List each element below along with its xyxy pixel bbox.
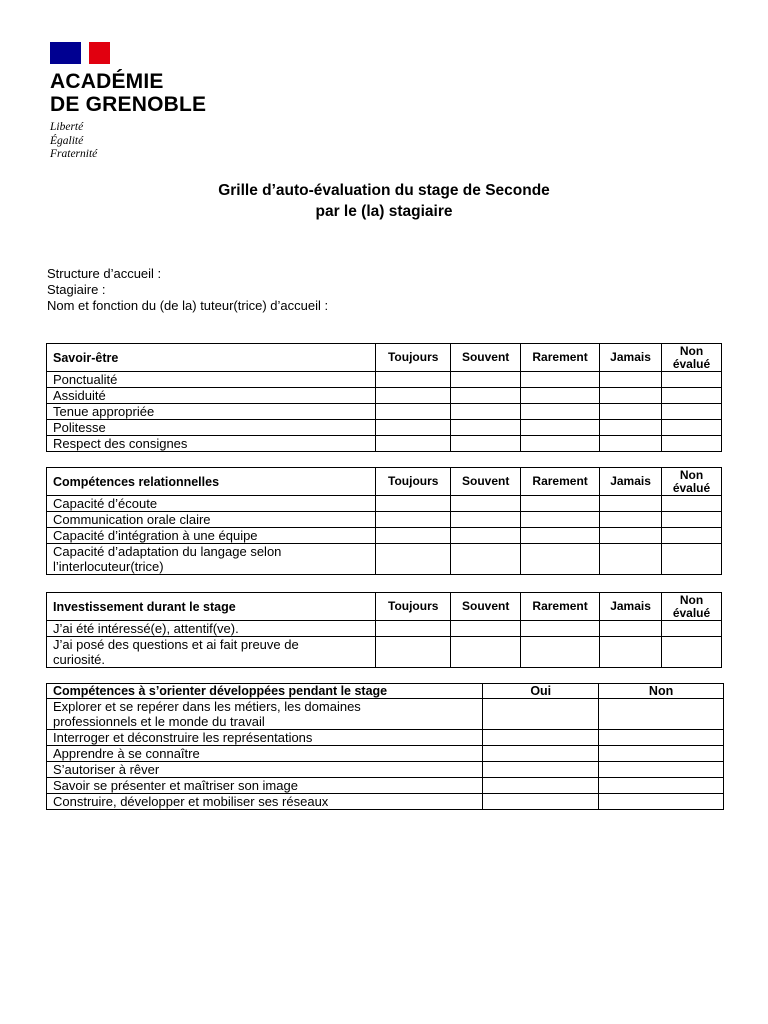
check-cell[interactable]: [376, 544, 451, 575]
document-title: [0, 180, 768, 222]
structure-field-label: Structure d’accueil :: [47, 266, 162, 281]
check-cell[interactable]: [376, 637, 451, 668]
table-row: [47, 496, 722, 512]
check-cell[interactable]: [376, 512, 451, 528]
check-cell[interactable]: [521, 420, 600, 436]
col-toujours: Toujours: [376, 468, 451, 496]
check-cell[interactable]: [662, 528, 722, 544]
title-line2: par le (la) stagiaire: [315, 203, 453, 220]
check-cell[interactable]: [451, 436, 521, 452]
check-cell[interactable]: [521, 388, 600, 404]
check-cell[interactable]: [599, 699, 724, 730]
motto-liberte: Liberté: [50, 121, 84, 133]
savoir-etre-heading: Savoir-être: [47, 344, 376, 372]
check-cell[interactable]: [662, 544, 722, 575]
criterion-label: Tenue appropriée: [47, 404, 376, 420]
col-souvent: Souvent: [451, 468, 521, 496]
check-cell[interactable]: [376, 372, 451, 388]
table-row: [47, 388, 722, 404]
check-cell[interactable]: [451, 528, 521, 544]
check-cell[interactable]: [451, 512, 521, 528]
academie-name: [50, 70, 206, 116]
check-cell[interactable]: [662, 512, 722, 528]
check-cell[interactable]: [483, 762, 599, 778]
check-cell[interactable]: [483, 794, 599, 810]
table-row: [47, 730, 724, 746]
criterion-label: Communication orale claire: [47, 512, 376, 528]
check-cell[interactable]: [521, 496, 600, 512]
relationnelles-heading: Compétences relationnelles: [47, 468, 376, 496]
col-jamais: Jamais: [600, 593, 662, 621]
criterion-label: J’ai posé des questions et ai fait preuve de curiosité.: [47, 637, 376, 668]
col-rarement: Rarement: [521, 344, 600, 372]
motto-fraternite: Fraternité: [50, 148, 98, 160]
check-cell[interactable]: [600, 528, 662, 544]
table-row: [47, 512, 722, 528]
info-fields: [47, 266, 328, 314]
check-cell[interactable]: [600, 388, 662, 404]
check-cell[interactable]: [376, 528, 451, 544]
check-cell[interactable]: [662, 621, 722, 637]
check-cell[interactable]: [451, 404, 521, 420]
table-row: [47, 637, 722, 668]
check-cell[interactable]: [521, 512, 600, 528]
check-cell[interactable]: [521, 528, 600, 544]
savoir-etre-table: [46, 343, 722, 452]
check-cell[interactable]: [662, 496, 722, 512]
check-cell[interactable]: [376, 404, 451, 420]
check-cell[interactable]: [599, 762, 724, 778]
table-row: [47, 404, 722, 420]
criterion-label: S’autoriser à rêver: [47, 762, 483, 778]
motto-egalite: Égalité: [50, 134, 84, 147]
col-souvent: Souvent: [451, 593, 521, 621]
check-cell[interactable]: [483, 730, 599, 746]
check-cell[interactable]: [600, 420, 662, 436]
check-cell[interactable]: [451, 420, 521, 436]
check-cell[interactable]: [600, 404, 662, 420]
tuteur-field-label: Nom et fonction du (de la) tuteur(trice) d’accueil :: [47, 298, 329, 313]
table-row: [47, 794, 724, 810]
col-toujours: Toujours: [376, 593, 451, 621]
check-cell[interactable]: [451, 544, 521, 575]
table-row: [47, 420, 722, 436]
check-cell[interactable]: [521, 544, 600, 575]
criterion-label: Apprendre à se connaître: [47, 746, 483, 762]
check-cell[interactable]: [600, 544, 662, 575]
criterion-label: Capacité d’intégration à une équipe: [47, 528, 376, 544]
col-toujours: Toujours: [376, 344, 451, 372]
col-non-evalue: Non évalué: [662, 344, 722, 372]
check-cell[interactable]: [451, 621, 521, 637]
col-non-evalue: Non évalué: [662, 593, 722, 621]
check-cell[interactable]: [662, 404, 722, 420]
check-cell[interactable]: [376, 420, 451, 436]
check-cell[interactable]: [451, 372, 521, 388]
col-oui: Oui: [483, 684, 599, 699]
relationnelles-table: [46, 467, 722, 575]
check-cell[interactable]: [600, 621, 662, 637]
check-cell[interactable]: [662, 637, 722, 668]
criterion-label: Construire, développer et mobiliser ses réseaux: [47, 794, 483, 810]
criterion-label: Interroger et déconstruire les représentations: [47, 730, 483, 746]
table-row: [47, 544, 722, 575]
check-cell[interactable]: [662, 420, 722, 436]
table-row: [47, 762, 724, 778]
stagiaire-field-label: Stagiaire :: [47, 282, 106, 297]
criterion-label: Politesse: [47, 420, 376, 436]
table-row: [47, 699, 724, 730]
marianne-flag-icon: [50, 42, 110, 64]
table-row: [47, 436, 722, 452]
criterion-label: J’ai été intéressé(e), attentif(ve).: [47, 621, 376, 637]
investissement-table: [46, 592, 722, 668]
criterion-label: Savoir se présenter et maîtriser son image: [47, 778, 483, 794]
table-row: [47, 621, 722, 637]
check-cell[interactable]: [599, 746, 724, 762]
criterion-label: Capacité d’adaptation du langage selon l’interlocuteur(trice): [47, 544, 376, 575]
criterion-label: Explorer et se repérer dans les métiers, les domaines professionnels et le monde du travail: [47, 699, 483, 730]
check-cell[interactable]: [599, 730, 724, 746]
table-row: [47, 528, 722, 544]
table-row: [47, 372, 722, 388]
check-cell[interactable]: [521, 637, 600, 668]
orienter-table: [46, 683, 724, 810]
check-cell[interactable]: [521, 404, 600, 420]
col-rarement: Rarement: [521, 468, 600, 496]
check-cell[interactable]: [600, 436, 662, 452]
check-cell[interactable]: [662, 436, 722, 452]
orienter-heading: Compétences à s’orienter développées pendant le stage: [47, 684, 483, 699]
check-cell[interactable]: [600, 372, 662, 388]
check-cell[interactable]: [600, 496, 662, 512]
academie-line2: DE GRENOBLE: [50, 93, 207, 116]
investissement-heading: Investissement durant le stage: [47, 593, 376, 621]
check-cell[interactable]: [599, 794, 724, 810]
table-row: [47, 746, 724, 762]
check-cell[interactable]: [662, 372, 722, 388]
check-cell[interactable]: [599, 778, 724, 794]
check-cell[interactable]: [483, 778, 599, 794]
col-rarement: Rarement: [521, 593, 600, 621]
check-cell[interactable]: [376, 388, 451, 404]
criterion-label: Assiduité: [47, 388, 376, 404]
criterion-label: Ponctualité: [47, 372, 376, 388]
academie-logo: [50, 42, 206, 162]
check-cell[interactable]: [451, 388, 521, 404]
check-cell[interactable]: [376, 496, 451, 512]
col-non: Non: [599, 684, 724, 699]
check-cell[interactable]: [483, 699, 599, 730]
academie-line1: ACADÉMIE: [50, 70, 164, 93]
check-cell[interactable]: [521, 436, 600, 452]
criterion-label: Respect des consignes: [47, 436, 376, 452]
check-cell[interactable]: [376, 621, 451, 637]
title-line1: Grille d’auto-évaluation du stage de Seconde: [218, 182, 550, 199]
col-jamais: Jamais: [600, 468, 662, 496]
check-cell[interactable]: [521, 372, 600, 388]
check-cell[interactable]: [376, 436, 451, 452]
check-cell[interactable]: [451, 637, 521, 668]
check-cell[interactable]: [600, 512, 662, 528]
check-cell[interactable]: [521, 621, 600, 637]
col-jamais: Jamais: [600, 344, 662, 372]
check-cell[interactable]: [662, 388, 722, 404]
col-non-evalue: Non évalué: [662, 468, 722, 496]
republic-motto: [50, 121, 206, 162]
check-cell[interactable]: [600, 637, 662, 668]
table-row: [47, 778, 724, 794]
check-cell[interactable]: [483, 746, 599, 762]
criterion-label: Capacité d’écoute: [47, 496, 376, 512]
check-cell[interactable]: [451, 496, 521, 512]
col-souvent: Souvent: [451, 344, 521, 372]
